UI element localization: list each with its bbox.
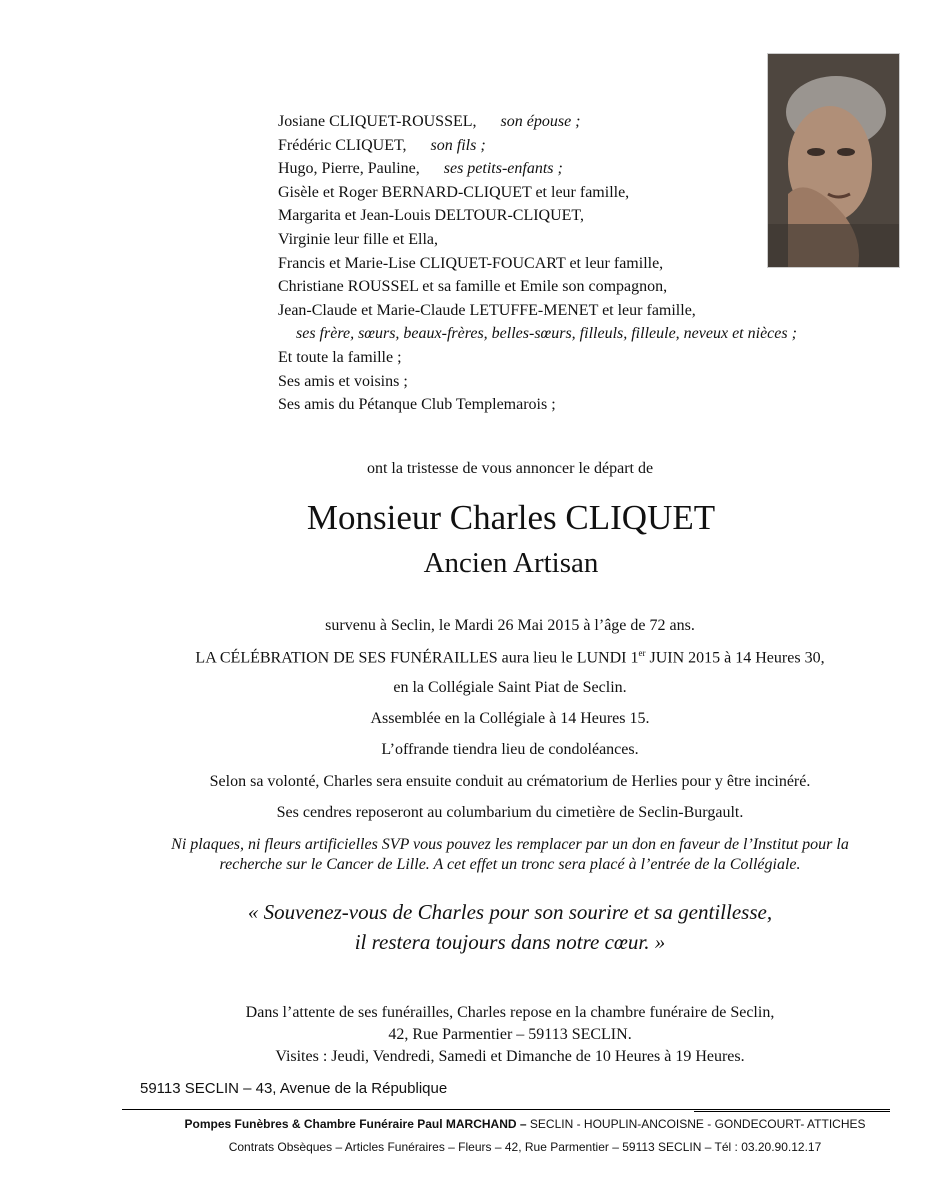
repose-line: Visites : Jeudi, Vendredi, Samedi et Dimanche de 10 Heures à 19 Heures. xyxy=(275,1048,745,1065)
family-member-name: Hugo, Pierre, Pauline, xyxy=(278,160,420,178)
family-list xyxy=(278,110,898,417)
repose-line: 42, Rue Parmentier – 59113 SECLIN. xyxy=(388,1026,632,1043)
repose-info xyxy=(110,1002,910,1068)
family-row xyxy=(278,110,898,134)
family-line: Jean-Claude et Marie-Claude LETUFFE-MENET et leur famille, xyxy=(278,301,696,319)
footer-locations: SECLIN - HOUPLIN-ANCOISNE - GONDECOURT- ATTICHES xyxy=(526,1117,866,1131)
family-closing: Ses amis du Pétanque Club Templemarois ; xyxy=(278,396,556,414)
donation-note-line: recherche sur le Cancer de Lille. A cet effet un tronc sera placé à l’entrée de la Collégiale. xyxy=(219,856,801,873)
family-row xyxy=(278,134,898,158)
family-closing: Ses amis et voisins ; xyxy=(278,372,408,390)
family-relatives: ses frère, sœurs, beaux-frères, belles-sœurs, filleuls, filleule, neveux et nièces ; xyxy=(296,325,797,343)
deceased-date: survenu à Seclin, le Mardi 26 Mai 2015 à l’âge de 72 ans. xyxy=(325,617,695,634)
celebration-location: en la Collégiale Saint Piat de Seclin. xyxy=(393,679,627,696)
offering-info: L’offrande tiendra lieu de condoléances. xyxy=(381,741,639,758)
family-relation: son épouse ; xyxy=(500,113,581,130)
quote-line: « Souvenez-vous de Charles pour son sourire et sa gentillesse, xyxy=(247,900,773,924)
assembly-info: Assemblée en la Collégiale à 14 Heures 15. xyxy=(370,710,650,727)
family-member-name: Frédéric CLIQUET, xyxy=(278,136,407,154)
repose-line: Dans l’attente de ses funérailles, Charles repose en la chambre funéraire de Seclin, xyxy=(245,1004,775,1021)
celebration-sup: er xyxy=(638,648,646,658)
donation-note xyxy=(110,835,910,875)
footer-divider-short xyxy=(694,1111,890,1112)
announcement-text: ont la tristesse de vous annoncer le départ de xyxy=(366,460,654,477)
funeral-home-address: 59113 SECLIN – 43, Avenue de la République xyxy=(140,1080,448,1097)
family-line: Francis et Marie-Lise CLIQUET-FOUCART et leur famille, xyxy=(278,254,664,272)
footer-company-name: Pompes Funèbres & Chambre Funéraire Paul MARCHAND – xyxy=(184,1117,527,1131)
footer-company xyxy=(0,1117,947,1131)
family-member-name: Josiane CLIQUET-ROUSSEL, xyxy=(278,113,477,130)
ashes-info: Ses cendres reposeront au columbarium du cimetière de Seclin-Burgault. xyxy=(276,804,744,821)
memorial-quote xyxy=(110,897,910,957)
family-row xyxy=(278,157,898,181)
family-line: Christiane ROUSSEL et sa famille et Emile son compagnon, xyxy=(278,278,668,296)
family-closing: Et toute la famille ; xyxy=(278,348,402,366)
deceased-title: Ancien Artisan xyxy=(423,547,599,579)
celebration-prefix: LA CÉLÉBRATION DE SES FUNÉRAILLES aura lieu le LUNDI 1 xyxy=(195,649,639,667)
family-line: Virginie leur fille et Ella, xyxy=(278,230,439,248)
celebration-suffix: JUIN 2015 à 14 Heures 30, xyxy=(645,649,825,667)
family-line: Margarita et Jean-Louis DELTOUR-CLIQUET, xyxy=(278,207,585,225)
footer-services: Contrats Obsèques – Articles Funéraires – Fleurs – 42, Rue Parmentier – 59113 SECLIN – Tél : 03.20.90.12.17 xyxy=(228,1140,822,1154)
celebration-info xyxy=(110,648,910,667)
family-relation: son fils ; xyxy=(430,136,486,154)
cremation-info: Selon sa volonté, Charles sera ensuite conduit au crématorium de Herlies pour y être incinéré. xyxy=(209,773,811,790)
donation-note-line: Ni plaques, ni fleurs artificielles SVP vous pouvez les remplacer par un don en faveur de l’Institut pour la xyxy=(171,836,849,853)
quote-line: il restera toujours dans notre cœur. » xyxy=(354,930,666,954)
family-relation: ses petits-enfants ; xyxy=(443,160,563,178)
footer-divider xyxy=(122,1109,890,1110)
deceased-name: Monsieur Charles CLIQUET xyxy=(306,498,716,537)
family-line: Gisèle et Roger BERNARD-CLIQUET et leur famille, xyxy=(278,183,630,201)
